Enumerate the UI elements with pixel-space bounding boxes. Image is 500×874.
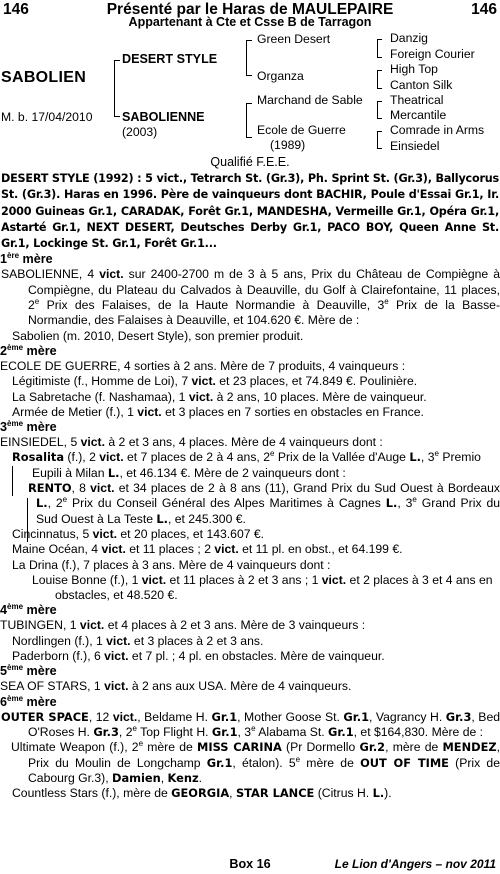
ggs-5: Theatrical xyxy=(390,93,444,107)
section-1ere-mere: 1ère mère xyxy=(0,251,53,267)
granddam-1: Organza xyxy=(257,69,304,83)
dam-ecole-de-guerre: ECOLE DE GUERRE, 4 sorties à 2 ans. Mère de 7 produits, 4 vainqueurs : xyxy=(0,358,406,373)
section-4eme-mere: 4ème mère xyxy=(0,602,57,618)
bracket-ggs1 xyxy=(377,39,382,58)
bracket-gen1 xyxy=(114,60,120,117)
bracket-dam xyxy=(246,103,252,138)
dam-sabolienne: SABOLIENNE, 4 vict. sur 2400-2700 m de 3 à 5 ans, Prix du Château de Compiègne à Compiègne, du Plateau du Calvados à Deauville, du Golf à Clairefontaine, 11 places, 2e Prix des Falaises, de la Haute Normandie à Deauville, 3e Prix de la Basse-Normandie, des Falaises à Deauville, et 104.620 €. Mère de : xyxy=(1,267,500,328)
produce-maine-ocean: Maine Océan, 4 vict. et 11 places ; 2 vict. et 11 pl. en obst., et 64.199 €. xyxy=(12,542,403,557)
produce-louise-bonne: Louise Bonne (f.), 1 vict. et 11 places à 2 et 3 ans ; 1 vict. et 2 places à 3 et 4 ans en obstacles, et 48.520 €. xyxy=(32,572,493,603)
ggs-7: Comrade in Arms xyxy=(390,123,485,137)
catalogue-body xyxy=(0,171,500,801)
box-number: Box 16 xyxy=(229,857,271,871)
section-2eme-mere: 2ème mère xyxy=(0,342,57,358)
dam-year: (2003) xyxy=(122,125,158,139)
bracket-ggs4 xyxy=(377,131,382,149)
produce-ultimate-weapon: Ultimate Weapon (f.), 2e mère de MISS CARINA (Pr Dormello Gr.2, mère de MENDEZ, Prix du Moulin de Longchamp Gr.1, étalon). 5e mère de OUT OF TIME (Prix de Cabourg Gr.3), Damien, Kenz. xyxy=(11,739,500,785)
produce-rento: RENTO, 8 vict. et 34 places de 2 à 8 ans (11), Grand Prix du Sud Ouest à Bordeaux L., 2e Prix du Conseil Général des Alpes Maritimes à Cagnes L., 3e Grand Prix du Sud Ouest à La Teste L., et 245.300 €. xyxy=(28,481,500,526)
produce-la-drina: La Drina (f.), 7 places à 3 ans. Mère de 4 vainqueurs dont : xyxy=(12,557,331,572)
dam-outer-space: OUTER SPACE, 12 vict., Beldame H. Gr.1, Mother Goose St. Gr.1, Vagrancy H. Gr.3, Bed O'Roses H. Gr.3, 2e Top Flight H. Gr.1, 3e Alabama St. Gr.1, et $164,830. Mère de : xyxy=(1,709,500,739)
page-title: Présenté par le Haras de MAULEPAIRE xyxy=(106,1,394,18)
owner-line: Appartenant à Cte et Csse B de Tarragon xyxy=(128,15,372,29)
horse-details: M. b. 17/04/2010 xyxy=(1,110,93,124)
dam-sea-of-stars: SEA OF STARS, 1 vict. à 2 ans aux USA. Mère de 4 vainqueurs. xyxy=(0,679,352,694)
dam-einsiedel: EINSIEDEL, 5 vict. à 2 et 3 ans, 4 places. Mère de 4 vainqueurs dont : xyxy=(0,435,383,450)
page-footer xyxy=(0,857,500,873)
bracket-sire xyxy=(246,40,252,76)
lot-number-left: 146 xyxy=(3,1,29,18)
produce-sabolien: Sabolien (m. 2010, Desert Style), son premier produit. xyxy=(12,328,304,343)
grandsire-1: Green Desert xyxy=(257,32,331,46)
dam-name: SABOLIENNE xyxy=(122,110,205,124)
lot-number-right: 146 xyxy=(471,1,497,18)
sire-name: DESERT STYLE xyxy=(122,52,218,66)
produce-paderborn: Paderborn (f.), 6 vict. et 7 pl. ; 4 pl. en obstacles. Mère de vainqueur. xyxy=(12,649,385,664)
granddam-2: Ecole de Guerre xyxy=(257,123,346,137)
dam-tubingen: TUBINGEN, 1 vict. et 4 places à 2 et 3 ans. Mère de 3 vainqueurs : xyxy=(0,618,366,633)
produce-legitimiste: Légitimiste (f., Homme de Loi), 7 vict. et 23 places, et 74.849 €. Poulinière. xyxy=(12,374,418,389)
grandsire-2: Marchand de Sable xyxy=(257,93,363,107)
horse-name: SABOLIEN xyxy=(1,69,87,86)
ggs-4: Canton Silk xyxy=(390,78,453,92)
produce-rosalita: Rosalita (f.), 2 vict. et 7 places de 2 à 4 ans, 2e Prix de la Vallée d'Auge L., 3e Premio Eupili à Milan L., et 46.134 €. Mère de 2 vainqueurs dont : xyxy=(12,449,481,480)
ggs-2: Foreign Courier xyxy=(390,47,475,61)
produce-cincinnatus: Cincinnatus, 5 vict. et 20 places, et 143.607 €. xyxy=(12,526,265,541)
pedigree-table xyxy=(0,0,500,172)
ggs-3: High Top xyxy=(390,62,438,76)
qualification: Qualifié F.E.E. xyxy=(210,155,290,169)
sale-name: Le Lion d'Angers – nov 2011 xyxy=(334,857,496,871)
produce-armee-de-metier: Armée de Metier (f.), 1 vict. et 3 places en 7 sorties en obstacles en France. xyxy=(12,404,424,419)
bracket-ggs3 xyxy=(377,101,382,119)
sire-summary: DESERT STYLE (1992) : 5 vict., Tetrarch St. (Gr.3), Ph. Sprint St. (Gr.3), Ballycorus St. (Gr.3). Haras en 1996. Père de vainqueurs dont BACHIR, Poule d'Essai Gr.1, Ir. 2000 Guineas Gr.1, CARADAK, Forêt Gr.1, MANDESHA, Vermeille Gr.1, Opéra Gr.1, Astarté Gr.1, NEXT DESERT, Deutsches Derby Gr.1, PACO BOY, Queen Anne St. Gr.1, Lockinge St. Gr.1, Forêt Gr.1... xyxy=(1,172,499,251)
ggs-8: Einsiedel xyxy=(390,139,440,153)
section-3eme-mere: 3ème mère xyxy=(0,418,57,435)
ggs-1: Danzig xyxy=(390,31,428,45)
bracket-ggs2 xyxy=(377,70,382,89)
produce-countless-stars: Countless Stars (f.), mère de GEORGIA, STAR LANCE (Citrus H. L.). xyxy=(12,786,392,801)
ggs-6: Mercantile xyxy=(390,108,447,122)
produce-nordlingen: Nordlingen (f.), 1 vict. et 3 places à 2 et 3 ans. xyxy=(12,633,264,648)
section-5eme-mere: 5ème mère xyxy=(0,663,57,679)
granddam-2-year: (1989) xyxy=(270,138,306,152)
produce-sabretache: La Sabretache (f. Nashamaa), 1 vict. à 2 ans, 10 places. Mère de vainqueur. xyxy=(12,389,427,404)
section-6eme-mere: 6ème mère xyxy=(0,693,57,709)
